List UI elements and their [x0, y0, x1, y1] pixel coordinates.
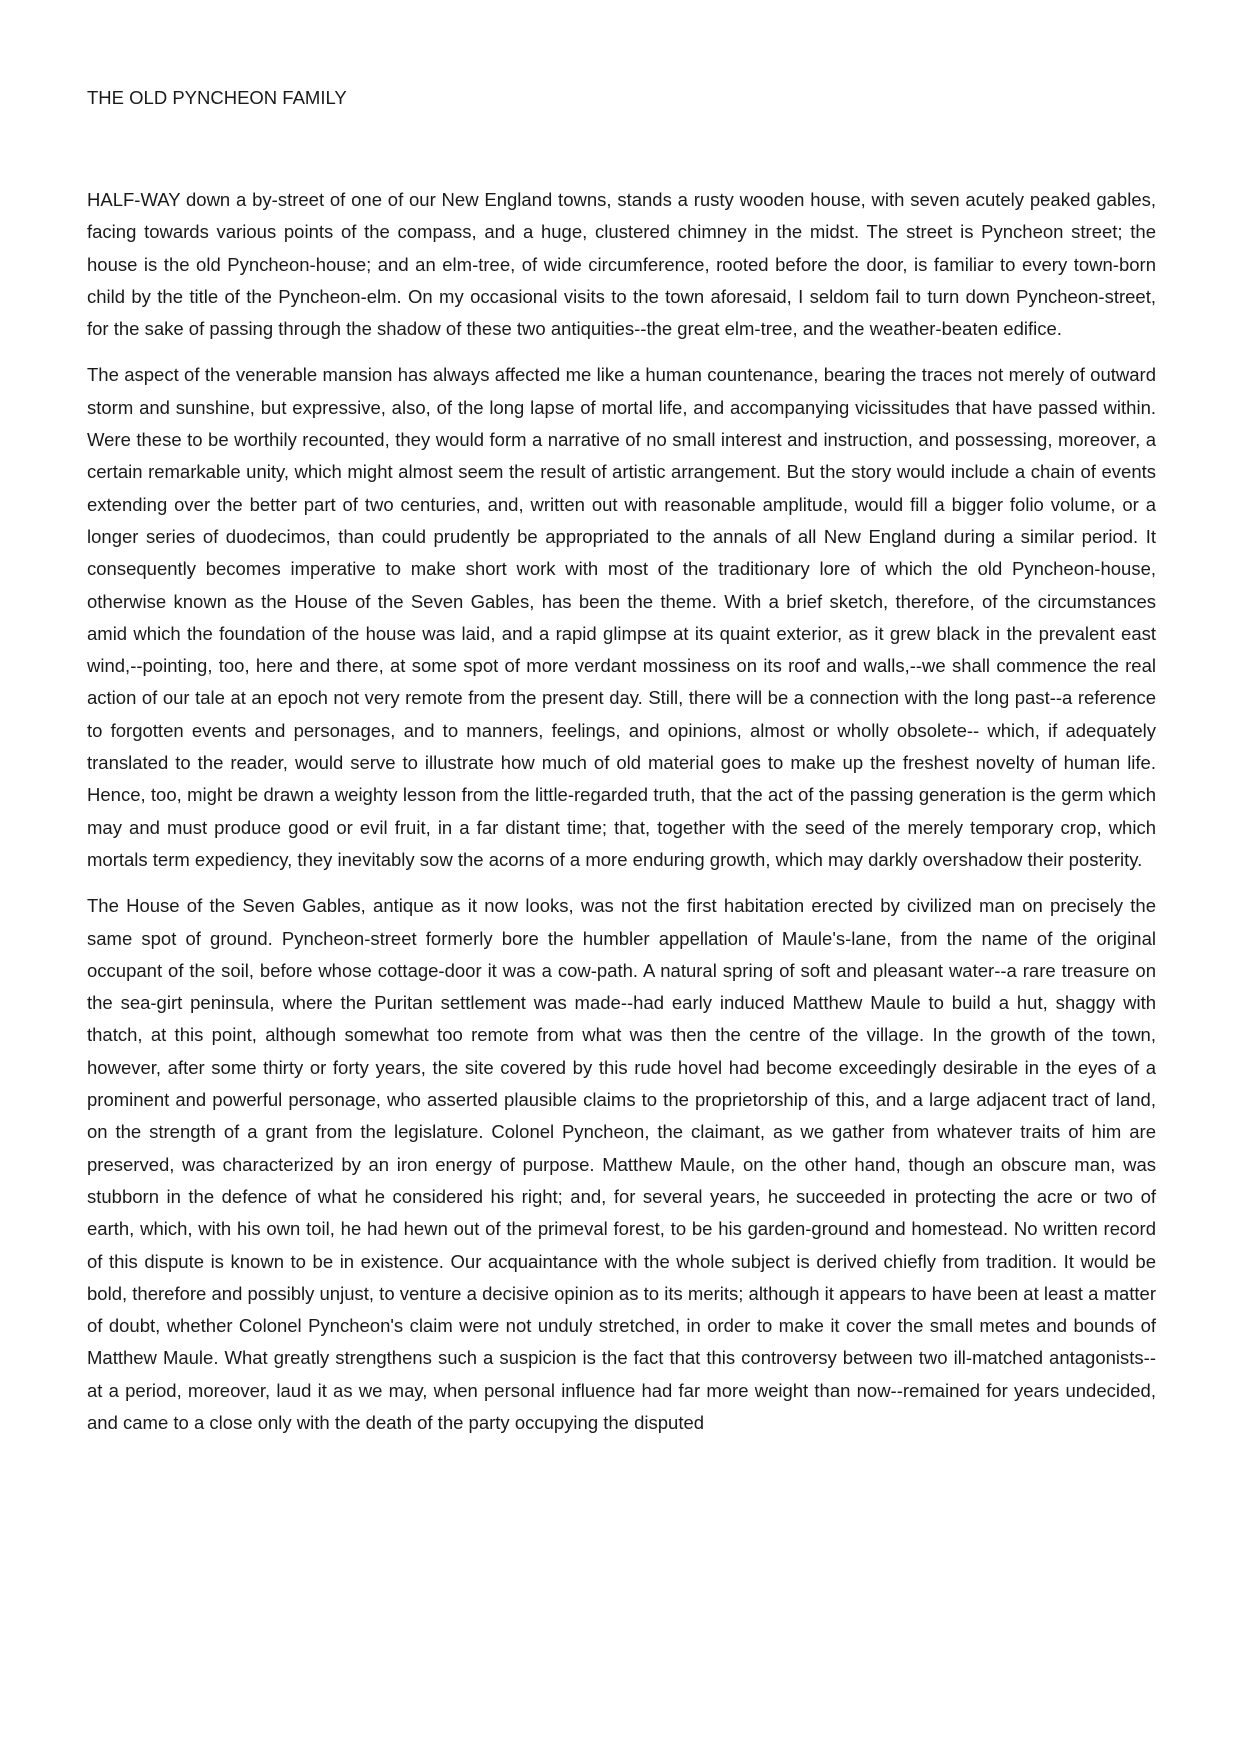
paragraph-1: HALF-WAY down a by-street of one of our New England towns, stands a rusty wooden house, with seven acutely peaked gables, facing towards various points of the compass, and a huge, clustered chimney in the midst. The street is Pyncheon street; the house is the old Pyncheon-house; and an elm-tree, of wide circumference, rooted before the door, is familiar to every town-born child by the title of the Pyncheon-elm. On my occasional visits to the town aforesaid, I seldom fail to turn down Pyncheon-street, for the sake of passing through the shadow of these two antiquities--the great elm-tree, and the weather-beaten edifice.: [87, 189, 1156, 340]
document-page: [87, 84, 1156, 1453]
chapter-title: THE OLD PYNCHEON FAMILY: [87, 87, 347, 108]
paragraph-2: The aspect of the venerable mansion has always affected me like a human countenance, bearing the traces not merely of outward storm and sunshine, but expressive, also, of the long lapse of mortal life, and accompanying vicissitudes that have passed within. Were these to be worthily recounted, they would form a narrative of no small interest and instruction, and possessing, moreover, a certain remarkable unity, which might almost seem the result of artistic arrangement. But the story would include a chain of events extending over the better part of two centuries, and, written out with reasonable amplitude, would fill a bigger folio volume, or a longer series of duodecimos, than could prudently be appropriated to the annals of all New England during a similar period. It consequently becomes imperative to make short work with most of the traditionary lore of which the old Pyncheon-house, otherwise known as the House of the Seven Gables, has been the theme. With a brief sketch, therefore, of the circumstances amid which the foundation of the house was laid, and a rapid glimpse at its quaint exterior, as it grew black in the prevalent east wind,--pointing, too, here and there, at some spot of more verdant mossiness on its roof and walls,--we shall commence the real action of our tale at an epoch not very remote from the present day. Still, there will be a connection with the long past--a reference to forgotten events and personages, and to manners, feelings, and opinions, almost or wholly obsolete-- which, if adequately translated to the reader, would serve to illustrate how much of old material goes to make up the freshest novelty of human life. Hence, too, might be drawn a weighty lesson from the little-regarded truth, that the act of the passing generation is the germ which may and must produce good or evil fruit, in a far distant time; that, together with the seed of the merely temporary crop, which mortals term expediency, they inevitably sow the acorns of a more enduring growth, which may darkly overshadow their posterity.: [87, 364, 1156, 870]
paragraph-3: The House of the Seven Gables, antique as it now looks, was not the first habitation erected by civilized man on precisely the same spot of ground. Pyncheon-street formerly bore the humbler appellation of Maule's-lane, from the name of the original occupant of the soil, before whose cottage-door it was a cow-path. A natural spring of soft and pleasant water--a rare treasure on the sea-girt peninsula, where the Puritan settlement was made--had early induced Matthew Maule to build a hut, shaggy with thatch, at this point, although somewhat too remote from what was then the centre of the village. In the growth of the town, however, after some thirty or forty years, the site covered by this rude hovel had become exceedingly desirable in the eyes of a prominent and powerful personage, who asserted plausible claims to the proprietorship of this, and a large adjacent tract of land, on the strength of a grant from the legislature. Colonel Pyncheon, the claimant, as we gather from whatever traits of him are preserved, was characterized by an iron energy of purpose. Matthew Maule, on the other hand, though an obscure man, was stubborn in the defence of what he considered his right; and, for several years, he succeeded in protecting the acre or two of earth, which, with his own toil, he had hewn out of the primeval forest, to be his garden-ground and homestead. No written record of this dispute is known to be in existence. Our acquaintance with the whole subject is derived chiefly from tradition. It would be bold, therefore and possibly unjust, to venture a decisive opinion as to its merits; although it appears to have been at least a matter of doubt, whether Colonel Pyncheon's claim were not unduly stretched, in order to make it cover the small metes and bounds of Matthew Maule. What greatly strengthens such a suspicion is the fact that this controversy between two ill-matched antagonists--at a period, moreover, laud it as we may, when personal influence had far more weight than now--remained for years undecided, and came to a close only with the death of the party occupying the disputed: [87, 895, 1156, 1433]
